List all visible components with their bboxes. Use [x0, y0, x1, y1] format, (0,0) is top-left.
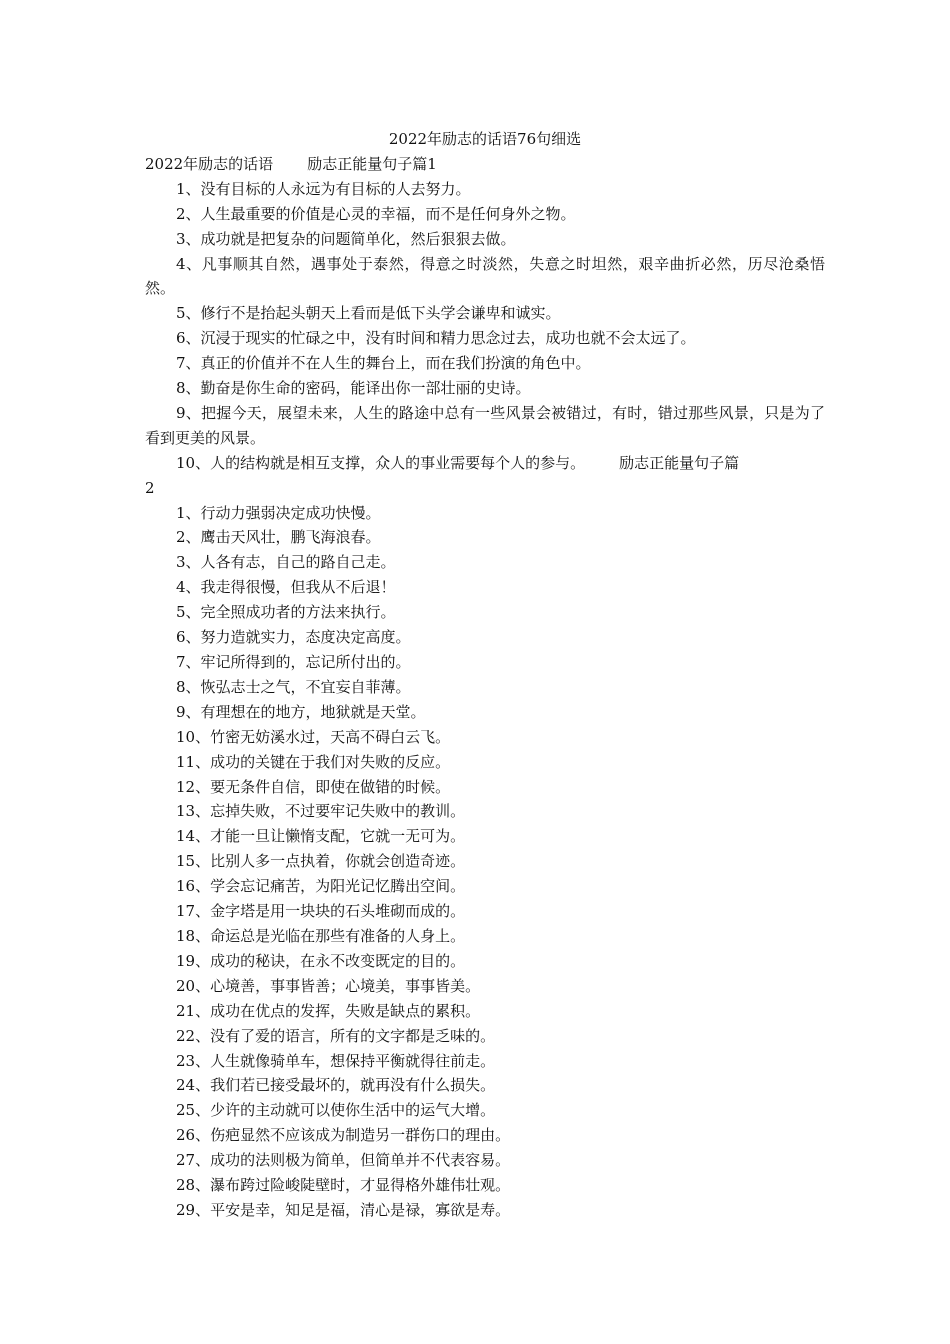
quote-item: 26、伤疤显然不应该成为制造另一群伤口的理由。 — [176, 1126, 511, 1145]
document-page — [145, 127, 825, 1223]
quote-item: 2、人生最重要的价值是心灵的幸福，而不是任何身外之物。 — [176, 204, 576, 223]
quote-item: 5、完全照成功者的方法来执行。 — [176, 603, 396, 622]
quote-item: 17、金字塔是用一块块的石头堆砌而成的。 — [176, 902, 466, 921]
quote-item: 10、人的结构就是相互支撑，众人的事业需要每个人的参与。 励志正能量句子篇 — [176, 453, 740, 472]
quote-item: 15、比别人多一点执着，你就会创造奇迹。 — [176, 852, 466, 871]
heading-left: 2022年励志的话语 — [145, 154, 274, 173]
section-2-heading: 励志正能量句子篇 — [619, 453, 740, 472]
quote-item: 25、少许的主动就可以使你生活中的运气大增。 — [176, 1101, 496, 1120]
quote-item: 8、恢弘志士之气，不宜妄自菲薄。 — [176, 677, 411, 696]
quote-item: 1、没有目标的人永远为有目标的人去努力。 — [176, 179, 471, 198]
quote-item: 16、学会忘记痛苦，为阳光记忆腾出空间。 — [176, 877, 466, 896]
quote-item: 24、我们若已接受最坏的，就再没有什么损失。 — [176, 1076, 496, 1095]
quote-item: 20、心境善，事事皆善；心境美，事事皆美。 — [176, 976, 481, 995]
quote-item: 11、成功的关键在于我们对失败的反应。 — [176, 752, 451, 771]
section-2-list — [145, 501, 825, 1223]
quote-item: 2、鹰击天风壮，鹏飞海浪春。 — [176, 528, 381, 547]
quote-item: 9、有理想在的地方，地狱就是天堂。 — [176, 702, 426, 721]
quote-item: 8、勤奋是你生命的密码，能译出你一部壮丽的史诗。 — [176, 379, 531, 398]
quote-item: 19、成功的秘诀，在永不改变既定的目的。 — [176, 951, 466, 970]
quote-item: 3、人各有志，自己的路自己走。 — [176, 553, 396, 572]
quote-item: 7、牢记所得到的，忘记所付出的。 — [176, 653, 411, 672]
quote-item: 13、忘掉失败，不过要牢记失败中的教训。 — [176, 802, 466, 821]
document-title: 2022年励志的话语76句细选 — [388, 130, 582, 148]
quote-item: 18、命运总是光临在那些有准备的人身上。 — [176, 926, 466, 945]
section-heading — [145, 152, 825, 177]
quote-item: 28、瀑布跨过险峻陡壁时，才显得格外雄伟壮观。 — [176, 1176, 511, 1195]
quote-item: 3、成功就是把复杂的问题简单化，然后狠狠去做。 — [176, 229, 516, 248]
quote-item: 1、行动力强弱决定成功快慢。 — [176, 503, 381, 522]
quote-item: 22、没有了爱的语言，所有的文字都是乏味的。 — [176, 1026, 496, 1045]
quote-item: 5、修行不是抬起头朝天上看而是低下头学会谦卑和诚实。 — [176, 304, 561, 323]
quote-item: 10、竹密无妨溪水过，天高不碍白云飞。 — [176, 727, 451, 746]
quote-item: 7、真正的价值并不在人生的舞台上，而在我们扮演的角色中。 — [176, 354, 591, 373]
quote-item: 6、沉浸于现实的忙碌之中，没有时间和精力思念过去，成功也就不会太远了。 — [176, 329, 696, 348]
quote-item: 21、成功在优点的发挥，失败是缺点的累积。 — [176, 1001, 481, 1020]
quote-item: 6、努力造就实力，态度决定高度。 — [176, 628, 411, 647]
quote-item: 29、平安是幸，知足是福，清心是禄，寡欲是寿。 — [176, 1200, 511, 1219]
quote-item: 12、要无条件自信，即使在做错的时候。 — [176, 777, 451, 796]
heading-right: 励志正能量句子篇1 — [307, 154, 437, 173]
section-2-number: 2 — [145, 478, 155, 497]
quote-item: 14、才能一旦让懒惰支配，它就一无可为。 — [176, 827, 466, 846]
quote-item: 9、把握今天，展望未来，人生的路途中总有一些风景会被错过，有时，错过那些风景，只是为了看到更美的风景。 — [145, 403, 825, 447]
quote-item: 4、我走得很慢，但我从不后退！ — [176, 578, 396, 597]
quote-item: 4、凡事顺其自然，遇事处于泰然，得意之时淡然，失意之时坦然，艰辛曲折必然，历尽沧桑悟然。 — [145, 254, 825, 298]
section-1-list — [145, 177, 825, 451]
quote-item: 27、成功的法则极为简单，但简单并不代表容易。 — [176, 1151, 511, 1170]
quote-item: 23、人生就像骑单车，想保持平衡就得往前走。 — [176, 1051, 496, 1070]
